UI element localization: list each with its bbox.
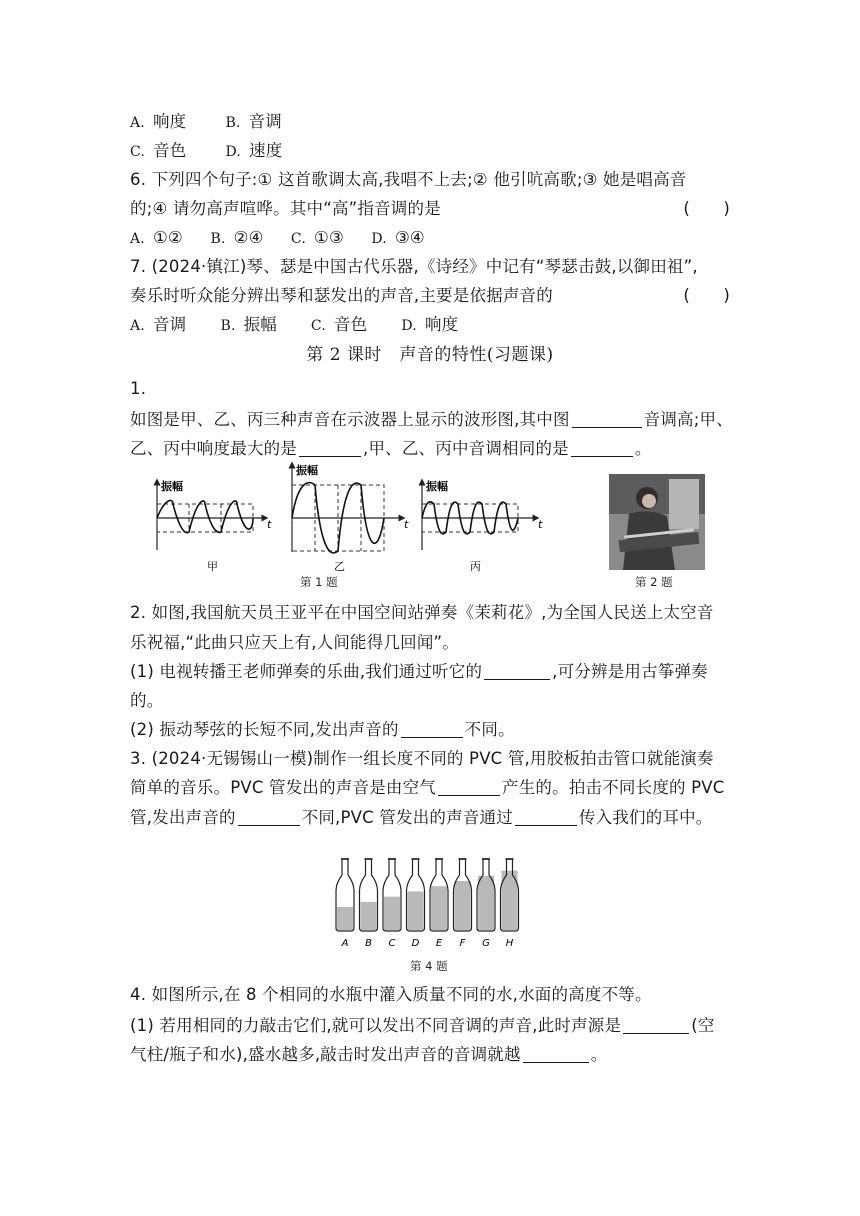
svg-text:振幅: 振幅 xyxy=(426,480,448,493)
bottle-G xyxy=(477,859,495,949)
x-axis-label: t xyxy=(267,518,272,531)
panel-label: 甲 xyxy=(207,560,218,573)
answer-paren: ( ) xyxy=(683,286,730,305)
guzheng-photo xyxy=(609,474,705,570)
waveform-jia xyxy=(157,479,272,573)
bottle-label: B xyxy=(365,938,372,949)
water-level xyxy=(337,907,353,930)
water-level xyxy=(384,897,400,930)
bottles-figure xyxy=(330,855,530,950)
svg-text:t: t xyxy=(538,518,543,531)
q7-options: A. 音调 B. 振幅 C. 音色 D. 响度 xyxy=(130,315,459,334)
p3-line2: 简单的音乐。PVC 管发出的声音是由空气 产生的。拍击不同长度的 PVC xyxy=(130,778,725,797)
panel-label: 乙 xyxy=(334,560,345,573)
p2-line1: 2. 如图,我国航天员王亚平在中国空间站弹奏《茉莉花》,为全国人民送上太空音 xyxy=(130,603,714,622)
q6-stem-line2: 的;④ 请勿高声喧哗。其中“高”指音调的是 ( ) xyxy=(130,195,730,223)
water-level xyxy=(361,902,377,930)
option-text: 速度 xyxy=(249,141,283,160)
bottle-F xyxy=(454,859,472,949)
bottle-H xyxy=(501,859,519,949)
q5-options-row1: A. 响度 B. 音调 xyxy=(130,112,282,131)
svg-text:t: t xyxy=(404,518,409,531)
p2-sub1-cont: 的。 xyxy=(130,691,164,710)
waveform-figure xyxy=(145,460,565,590)
q7-stem-line1: 7. (2024·镇江)琴、瑟是中国古代乐器,《诗经》中记有“琴瑟击鼓,以御田祖”, xyxy=(130,257,698,276)
bottle-A xyxy=(336,859,354,949)
bottle-label: H xyxy=(505,938,514,949)
p1-line2: 乙、丙中响度最大的是 ,甲、乙、丙中音调相同的是 。 xyxy=(130,439,652,458)
p4-sub1: (1) 若用相同的力敲击它们,就可以发出不同音调的声音,此时声源是 (空 xyxy=(130,1016,715,1035)
waveform-bing xyxy=(422,479,543,573)
p4-sub1-cont: 气柱/瓶子和水),盛水越多,敲击时发出声音的音调就越 。 xyxy=(130,1045,608,1064)
svg-text:振幅: 振幅 xyxy=(296,464,318,477)
figure2-caption: 第 2 题 xyxy=(635,575,673,589)
section-title: 第 2 课时 声音的特性(习题课) xyxy=(306,345,554,365)
p1-line1: 如图是甲、乙、丙三种声音在示波器上显示的波形图,其中图 音调高;甲、 xyxy=(130,410,733,429)
figure4-caption: 第 4 题 xyxy=(410,959,448,973)
answer-blank[interactable] xyxy=(515,807,577,826)
answer-blank[interactable] xyxy=(572,409,642,428)
p4-line1: 4. 如图所示,在 8 个相同的水瓶中灌入质量不同的水,水面的高度不等。 xyxy=(130,985,652,1004)
option-text: 音色 xyxy=(153,141,187,160)
y-axis-label: 振幅 xyxy=(161,480,183,493)
q5-options-row2: C. 音色 D. 速度 xyxy=(130,141,283,160)
bottle-label: A xyxy=(341,938,349,949)
answer-blank[interactable] xyxy=(623,1015,689,1034)
q7-stem-line2: 奏乐时听众能分辨出琴和瑟发出的声音,主要是依据声音的 ( ) xyxy=(130,282,730,310)
bottle-label: G xyxy=(482,938,490,949)
bottle-label: E xyxy=(435,938,443,949)
bottle-C xyxy=(383,859,401,949)
p2-sub1: (1) 电视转播王老师弹奏的乐曲,我们通过听它的 ,可分辨是用古筝弹奏 xyxy=(130,662,708,681)
option-text: 响度 xyxy=(152,112,187,131)
bottle-label: F xyxy=(459,938,466,949)
q6-options: A. ①② B. ②④ C. ①③ D. ③④ xyxy=(130,228,425,247)
answer-blank[interactable] xyxy=(523,1044,589,1063)
answer-paren: ( ) xyxy=(683,199,730,218)
q6-stem-line1: 6. 下列四个句子:① 这首歌调太高,我唱不上去;② 他引吭高歌;③ 她是唱高音 xyxy=(130,170,687,189)
water-level xyxy=(455,881,471,930)
p2-sub2: (2) 振动琴弦的长短不同,发出声音的 不同。 xyxy=(130,720,515,739)
waveform-yi xyxy=(292,463,409,573)
bottle-D xyxy=(407,859,425,949)
bottle-label: C xyxy=(388,938,396,949)
figure1-caption: 第 1 题 xyxy=(300,575,338,589)
p3-line3: 管,发出声音的 不同,PVC 管发出的声音通过 传入我们的耳中。 xyxy=(130,808,713,827)
answer-blank[interactable] xyxy=(484,661,550,680)
answer-blank[interactable] xyxy=(438,777,500,796)
water-level xyxy=(431,886,447,930)
p1-number: 1. xyxy=(130,379,147,398)
bottle-label: D xyxy=(411,938,420,949)
p3-line1: 3. (2024·无锡锡山一模)制作一组长度不同的 PVC 管,用胶板拍击管口就能演奏 xyxy=(130,749,714,768)
bottle-B xyxy=(360,859,378,949)
water-level xyxy=(408,891,424,930)
answer-blank[interactable] xyxy=(299,438,361,457)
answer-blank[interactable] xyxy=(571,438,633,457)
answer-blank[interactable] xyxy=(238,807,300,826)
panel-label: 丙 xyxy=(470,560,481,573)
bottle-row xyxy=(336,859,519,949)
option-text: 音调 xyxy=(248,112,282,131)
answer-blank[interactable] xyxy=(401,719,463,738)
bottle-E xyxy=(430,859,448,949)
water-level xyxy=(478,876,494,930)
p2-line2: 乐祝福,“此曲只应天上有,人间能得几回闻”。 xyxy=(130,633,459,652)
